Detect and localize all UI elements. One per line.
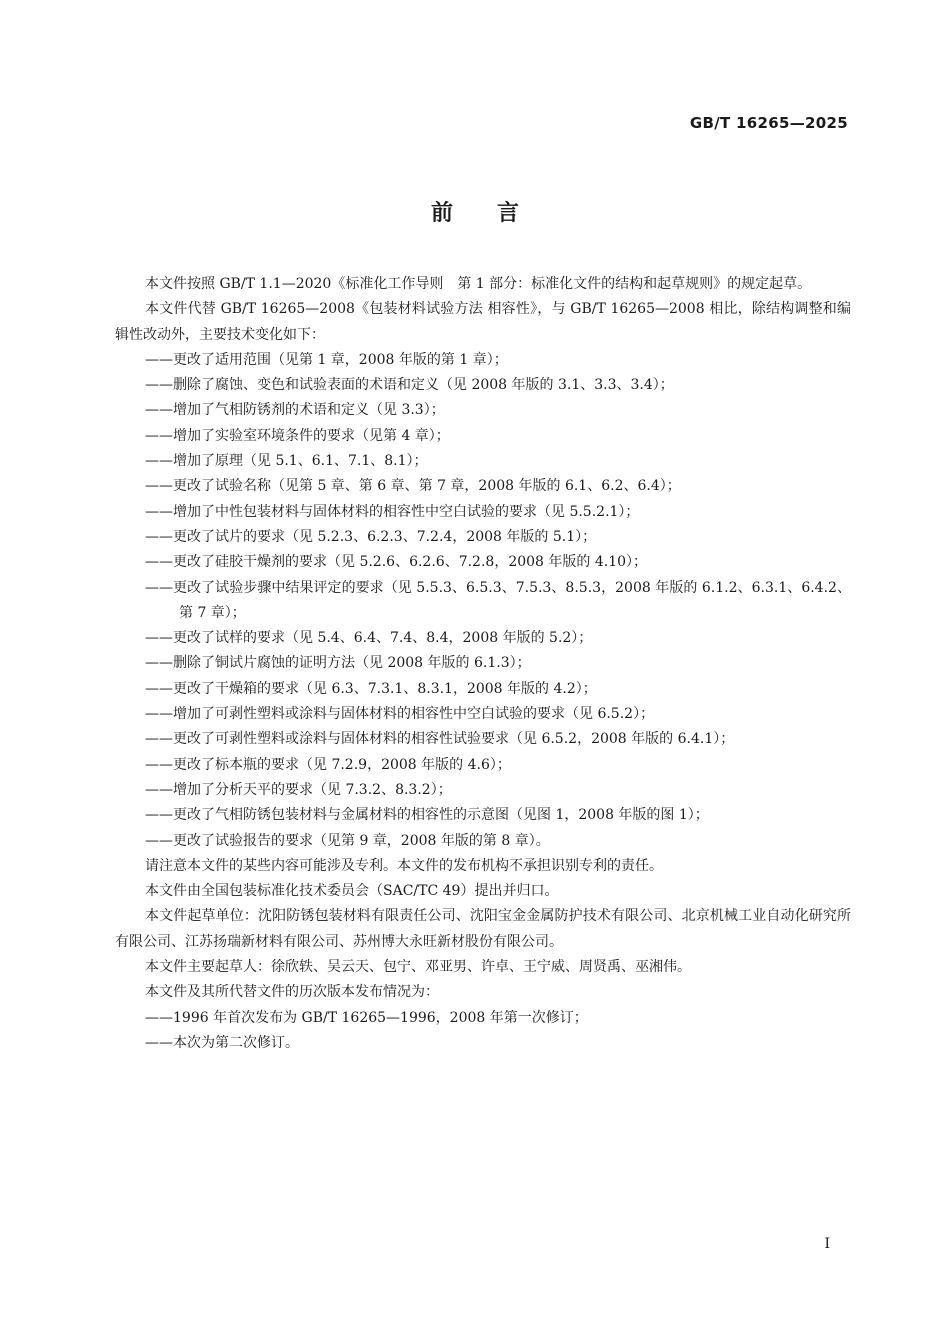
- page-number: I: [824, 1236, 830, 1252]
- paragraph: 本文件及其所代替文件的历次版本发布情况为：: [145, 984, 439, 1001]
- paragraph: 本文件代替 GB/T 16265—2008《包装材料试验方法 相容性》，与 GB/T 16265—2008 相比，除结构调整和编辑性改动外，主要技术变化如下：: [115, 301, 851, 343]
- change-item: ——增加了气相防锈剂的术语和定义（见 3.3）；: [145, 402, 445, 419]
- change-item: ——更改了标本瓶的要求（见 7.2.9，2008 年版的 4.6）；: [145, 756, 511, 773]
- change-item: ——更改了试验名称（见第 5 章、第 6 章、第 7 章，2008 年版的 6.1、6.2、6.4）；: [145, 478, 681, 495]
- paragraph: 本文件按照 GB/T 1.1—2020《标准化工作导则 第 1 部分：标准化文件的结构和起草规则》的规定起草。: [145, 276, 812, 292]
- change-item: ——删除了腐蚀、变色和试验表面的术语和定义（见 2008 年版的 3.1、3.3、3.4）；: [145, 377, 674, 394]
- change-item: ——更改了气相防锈包装材料与金属材料的相容性的示意图（见图 1，2008 年版的图 1）；: [145, 807, 709, 824]
- change-item: ——更改了干燥箱的要求（见 6.3、7.3.1、8.3.1，2008 年版的 4.2）；: [145, 680, 597, 697]
- change-item: ——更改了试片的要求（见 5.2.3、6.2.3、7.2.4，2008 年版的 5.1）；: [145, 528, 597, 545]
- change-item: ——增加了可剥性塑料或涂料与固体材料的相容性中空白试验的要求（见 6.5.2）；: [145, 706, 655, 723]
- change-item: ——增加了原理（见 5.1、6.1、7.1、8.1）；: [145, 453, 428, 470]
- standard-code: GB/T 16265—2025: [689, 114, 848, 132]
- foreword-body: [115, 272, 851, 1056]
- change-item: ——更改了适用范围（见第 1 章，2008 年版的第 1 章）；: [145, 351, 508, 368]
- paragraph: 本文件主要起草人：徐欣轶、吴云天、包宁、邓亚男、许卓、王宁威、周贤禹、巫湘伟。: [145, 959, 691, 976]
- change-item: ——更改了试验步骤中结果评定的要求（见 5.5.3、6.5.3、7.5.3、8.5.3，2008 年版的 6.1.2、6.3.1、6.4.2、第 7 章）；: [145, 579, 851, 621]
- history-item: ——本次为第二次修订。: [145, 1034, 299, 1051]
- change-item: ——删除了铜试片腐蚀的证明方法（见 2008 年版的 6.1.3）；: [145, 655, 531, 672]
- change-item: ——更改了试验报告的要求（见第 9 章，2008 年版的第 8 章）。: [145, 832, 550, 849]
- change-item: ——更改了硅胶干燥剂的要求（见 5.2.6、6.2.6、7.2.8，2008 年版的 4.10）；: [145, 554, 648, 571]
- change-item: ——增加了分析天平的要求（见 7.3.2、8.3.2）；: [145, 781, 452, 798]
- paragraph: 本文件由全国包装标准化技术委员会（SAC/TC 49）提出并归口。: [145, 883, 559, 900]
- change-item: ——更改了试样的要求（见 5.4、6.4、7.4、8.4，2008 年版的 5.2）；: [145, 630, 593, 647]
- change-item: ——增加了实验室环境条件的要求（见第 4 章）；: [145, 427, 450, 444]
- paragraph: 请注意本文件的某些内容可能涉及专利。本文件的发布机构不承担识别专利的责任。: [145, 857, 663, 874]
- history-item: ——1996 年首次发布为 GB/T 16265—1996，2008 年第一次修订；: [145, 1009, 588, 1026]
- change-item: ——更改了可剥性塑料或涂料与固体材料的相容性试验要求（见 6.5.2，2008 年版的 6.4.1）；: [145, 731, 735, 748]
- paragraph: 本文件起草单位：沈阳防锈包装材料有限责任公司、沈阳宝金金属防护技术有限公司、北京机械工业自动化研究所有限公司、江苏扬瑞新材料有限公司、苏州博大永旺新材股份有限公司。: [115, 908, 851, 950]
- page-title: 前言: [430, 201, 563, 226]
- change-item: ——增加了中性包装材料与固体材料的相容性中空白试验的要求（见 5.5.2.1）；: [145, 503, 640, 520]
